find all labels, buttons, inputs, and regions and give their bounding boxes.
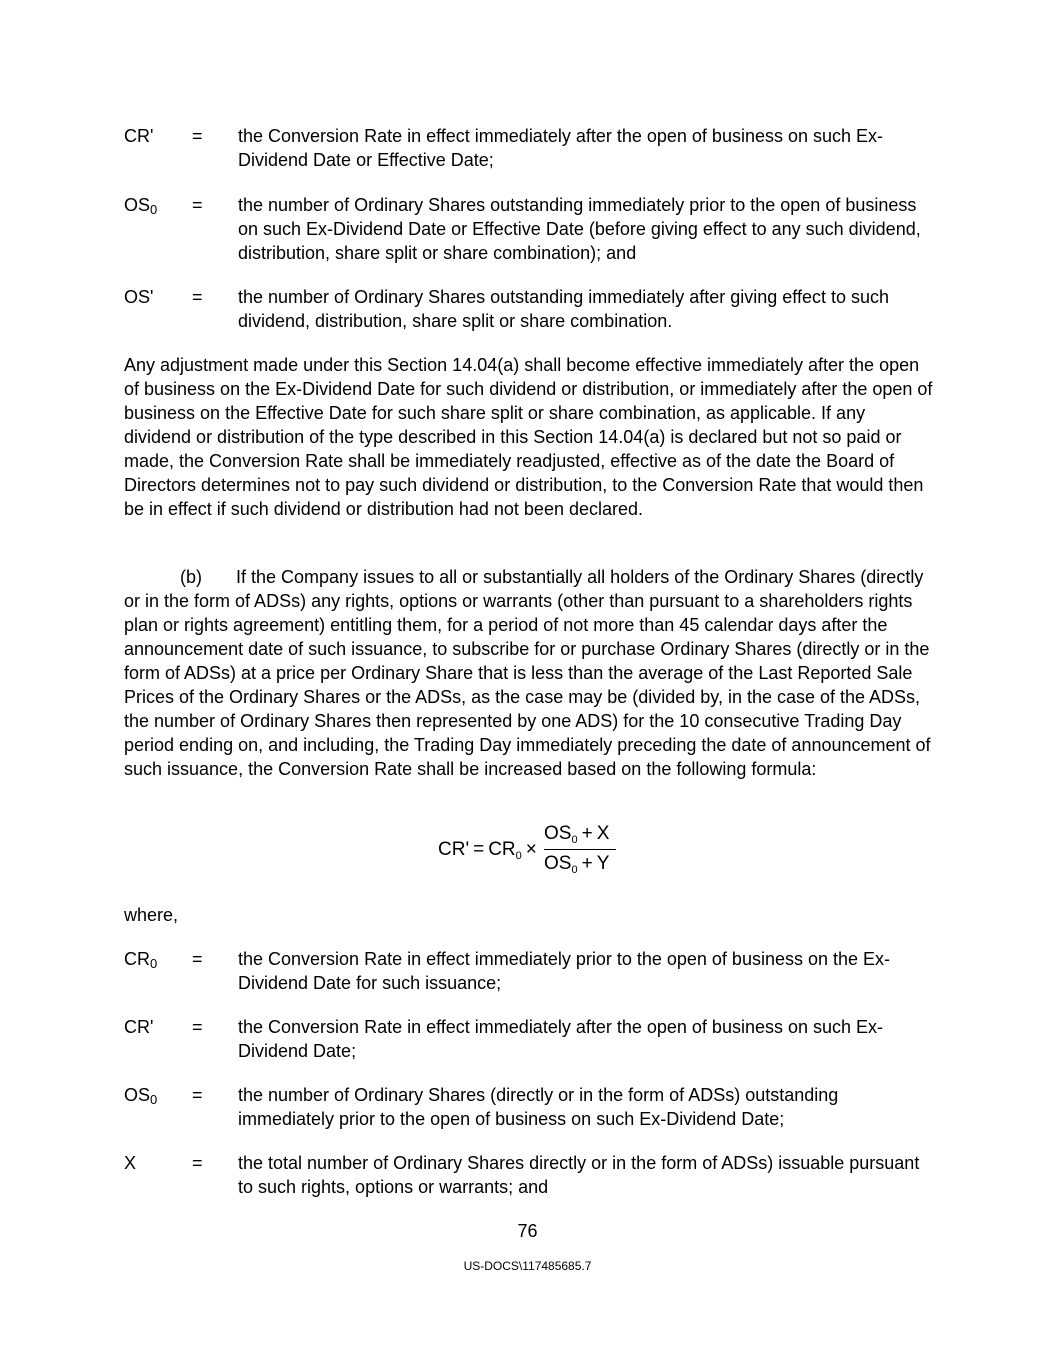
definition-text: the number of Ordinary Shares (directly or in the form of ADSs) outstanding immediately prior to the open of business on such Ex-Dividend Date; (238, 1085, 839, 1129)
definition-cr-prime-2 (124, 1015, 934, 1063)
definition-text: the number of Ordinary Shares outstanding immediately after giving effect to such dividend, distribution, share split or share combination. (238, 287, 890, 331)
equals-sign: = (192, 1153, 203, 1173)
equals-sign: = (192, 1085, 203, 1105)
page-number: 76 (517, 1221, 538, 1241)
definition-cr-prime (124, 124, 934, 172)
equals-sign: = (192, 126, 203, 146)
definition-term: X (124, 1153, 137, 1173)
definition-term: $CR_0$ (124, 949, 158, 971)
formula-lhs: $CR' = CR_0$ × (438, 839, 537, 862)
paragraph-b (124, 565, 936, 781)
definition-os0-2 (124, 1083, 934, 1131)
equals-sign: = (192, 1017, 203, 1037)
paragraph-adjustment: Any adjustment made under this Section 14.04(a) shall become effective immediately after the open of business on the Ex-Dividend Date for such dividend or distribution, or immediately after the open of business on the Effective Date for such share split or share combination, as applicable. If any dividend or distribution of the type described in this Section 14.04(a) is declared but not so paid or made, the Conversion Rate shall be immediately readjusted, effective as of the date the Board of Directors determines not to pay such dividend or distribution, to the Conversion Rate that would then be in effect if such dividend or distribution had not been declared. (124, 355, 933, 519)
definition-term: OS' (124, 287, 154, 307)
definition-text: the Conversion Rate in effect immediately after the open of business on such Ex-Dividend Date; (238, 1017, 884, 1061)
document-id: US-DOCS\117485685.7 (463, 1259, 592, 1273)
where-label: where, (124, 905, 179, 925)
paragraph-b-text: If the Company issues to all or substantially all holders of the Ordinary Shares (directly or in the form of ADSs) any rights, options or warrants (other than pursuant to a shareholders rights plan or rights agreement) entitling them, for a period of not more than 45 calendar days after the announcement date of such issuance, to subscribe for or purchase Ordinary Shares (directly or in the form of ADSs) at a price per Ordinary Share that is less than the average of the Last Reported Sale Prices of the Ordinary Shares or the ADSs, as the case may be (divided by, in the case of the ADSs, the number of Ordinary Shares then represented by one ADS) for the 10 consecutive Trading Day period ending on, and including, the Trading Day immediately preceding the date of announcement of such issuance, the Conversion Rate shall be increased based on the following formula: (124, 567, 931, 779)
conversion-formula (438, 822, 638, 878)
equals-sign: = (192, 287, 203, 307)
paragraph-label: (b) (180, 567, 202, 587)
definition-text: the Conversion Rate in effect immediately after the open of business on such Ex-Dividend Date or Effective Date; (238, 126, 884, 170)
definition-x (124, 1151, 934, 1199)
definition-term: CR' (124, 1017, 154, 1037)
definition-text: the number of Ordinary Shares outstanding immediately prior to the open of business on such Ex-Dividend Date or Effective Date (before giving effect to any such dividend, distribution, share split or share combination); and (238, 195, 921, 263)
definition-term: CR' (124, 126, 154, 146)
definition-term: $OS_0$ (124, 195, 158, 217)
formula-denominator: $OS_0 + Y$ (544, 853, 610, 876)
definition-term: $OS_0$ (124, 1085, 158, 1107)
definition-os0 (124, 193, 934, 265)
definition-cr0 (124, 947, 934, 995)
definition-os-prime (124, 285, 934, 333)
equals-sign: = (192, 195, 203, 215)
definition-text: the Conversion Rate in effect immediately prior to the open of business on the Ex-Dividend Date for such issuance; (238, 949, 891, 993)
equals-sign: = (192, 949, 203, 969)
definition-text: the total number of Ordinary Shares directly or in the form of ADSs) issuable pursuant to such rights, options or warrants; and (238, 1153, 920, 1197)
fraction-bar (544, 849, 616, 850)
formula-numerator: $OS_0 + X$ (544, 823, 610, 846)
